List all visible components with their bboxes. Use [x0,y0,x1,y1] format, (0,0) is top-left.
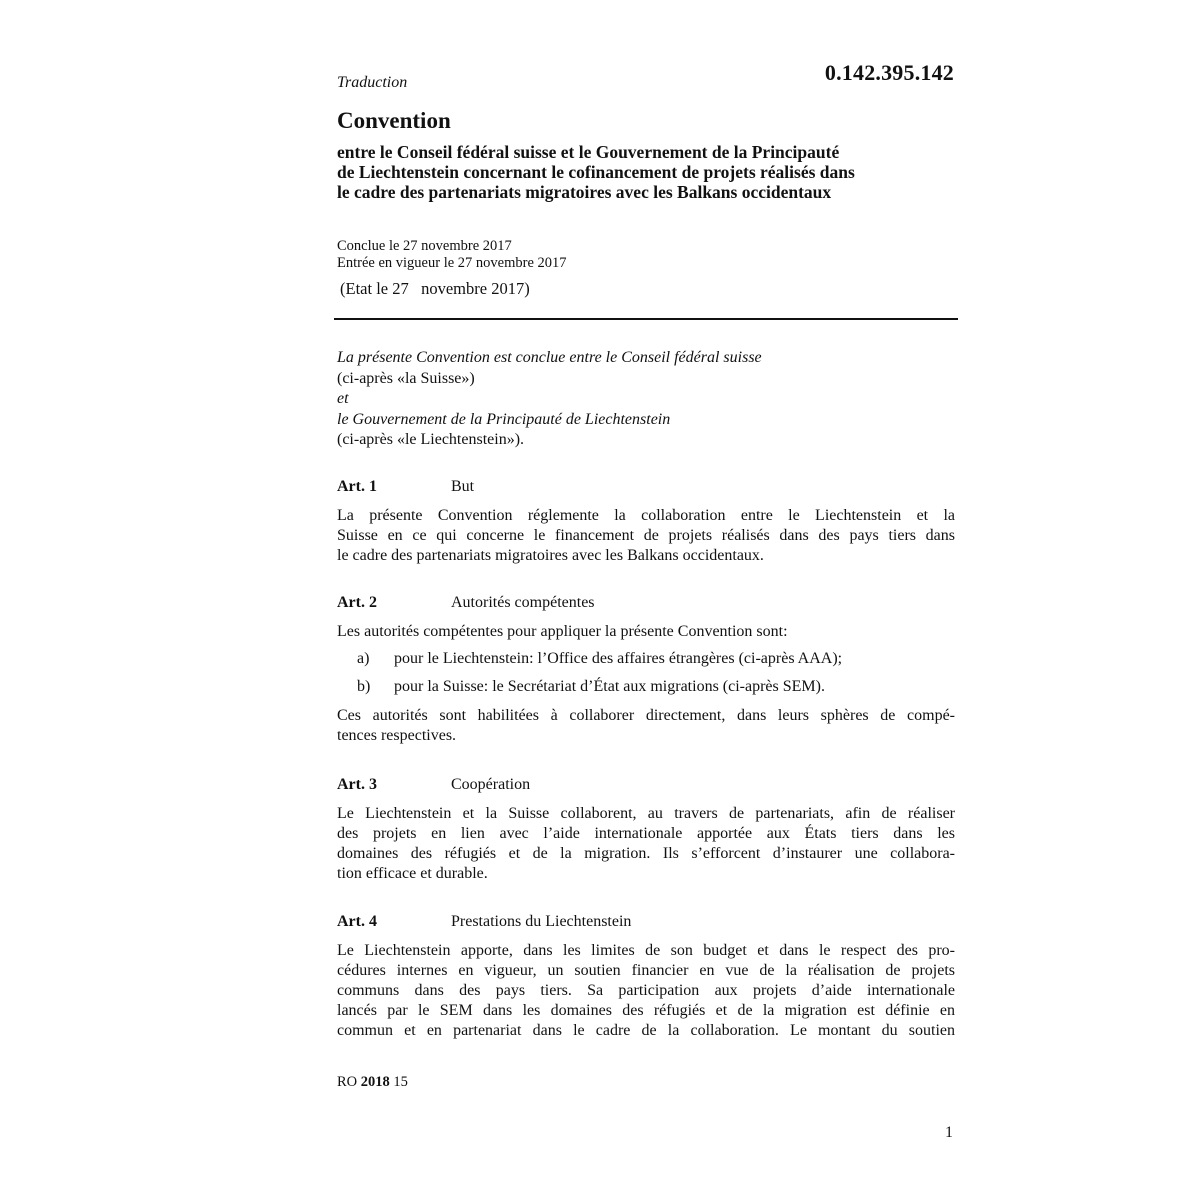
preamble [337,348,762,451]
concluded-date: Conclue le 27 novembre 2017 [337,238,512,254]
document-title: Convention [337,108,451,133]
article-number: Art. 2 [337,594,377,611]
document-page [337,0,957,1200]
body-line: lancés par le SEM dans les domaines des réfugiés et de la migration est définie en [337,1002,955,1019]
article-heading [337,776,955,796]
body-line: Les autorités compétentes pour appliquer la présente Convention sont: [337,623,788,640]
preamble-line: et [337,390,349,407]
subtitle-line: le cadre des partenariats migratoires avec les Balkans occidentaux [337,182,832,202]
body-line: Le Liechtenstein apporte, dans les limites de son budget et dans le respect des pro- [337,942,955,959]
page-number: 1 [945,1124,953,1141]
body-line: des projets en lien avec l’aide internationale apportée aux États tiers dans les [337,825,955,842]
article-2 [337,594,955,746]
body-line: communs dans des pays tiers. Sa participation aux projets d’aide internationale [337,982,955,999]
article-heading [337,478,955,498]
article-body [337,506,955,566]
list-marker: a) [357,650,370,667]
ro-year: 2018 [360,1074,390,1090]
state-date: (Etat le 27 novembre 2017) [340,279,530,298]
article-title: Prestations du Liechtenstein [451,913,632,930]
article-title: Autorités compétentes [451,594,595,611]
ro-prefix: RO [337,1074,358,1090]
article-body [337,804,955,884]
sr-number: 0.142.395.142 [824,60,954,85]
body-line: La présente Convention réglemente la collaboration entre le Liechtenstein et la [337,507,955,524]
article-body [337,622,955,642]
article-title: But [451,478,475,495]
date-block [337,238,567,272]
article-number: Art. 1 [337,478,377,495]
ro-page: 15 [393,1074,408,1090]
body-line: commun et en partenariat dans le cadre de la collaboration. Le montant du soutien [337,1022,955,1039]
list-item [337,650,955,670]
document-subtitle [337,142,957,202]
article-number: Art. 4 [337,913,377,930]
header-divider [334,318,958,320]
subtitle-line: entre le Conseil fédéral suisse et le Gouvernement de la Principauté [337,142,840,162]
official-collection-reference [337,1074,408,1091]
list-item [337,678,955,698]
article-title: Coopération [451,776,531,793]
body-line: tion efficace et durable. [337,865,488,882]
article-body [337,941,955,1041]
article-heading [337,594,955,614]
body-line: Le Liechtenstein et la Suisse collaborent, au travers de partenariats, afin de réaliser [337,805,955,822]
list-text: pour le Liechtenstein: l’Office des affaires étrangères (ci-après AAA); [394,650,843,667]
body-line: Suisse en ce qui concerne le financement de projets réalisés dans des pays tiers dans [337,527,955,544]
in-force-date: Entrée en vigueur le 27 novembre 2017 [337,255,567,271]
translation-label: Traduction [337,74,408,91]
article-3 [337,776,955,884]
body-line: tences respectives. [337,727,457,744]
preamble-line: (ci-après «le Liechtenstein»). [337,431,525,448]
article-number: Art. 3 [337,776,377,793]
preamble-line: le Gouvernement de la Principauté de Liechtenstein [337,410,671,428]
body-line: cédures internes en vigueur, un soutien financier en vue de la réalisation de projets [337,962,955,979]
body-line: le cadre des partenariats migratoires avec les Balkans occidentaux. [337,547,764,564]
list-text: pour la Suisse: le Secrétariat d’État aux migrations (ci-après SEM). [394,678,825,695]
subtitle-line: de Liechtenstein concernant le cofinancement de projets réalisés dans [337,162,855,182]
list-marker: b) [357,678,371,695]
article-4 [337,913,955,1041]
preamble-line: (ci-après «la Suisse») [337,369,475,387]
preamble-line: La présente Convention est conclue entre le Conseil fédéral suisse [337,349,762,366]
article-1 [337,478,955,566]
article-body [337,706,955,746]
body-line: Ces autorités sont habilitées à collaborer directement, dans leurs sphères de compé- [337,707,955,724]
body-line: domaines des réfugiés et de la migration. Ils s’efforcent d’instaurer une collabora- [337,845,955,862]
article-heading [337,913,955,933]
